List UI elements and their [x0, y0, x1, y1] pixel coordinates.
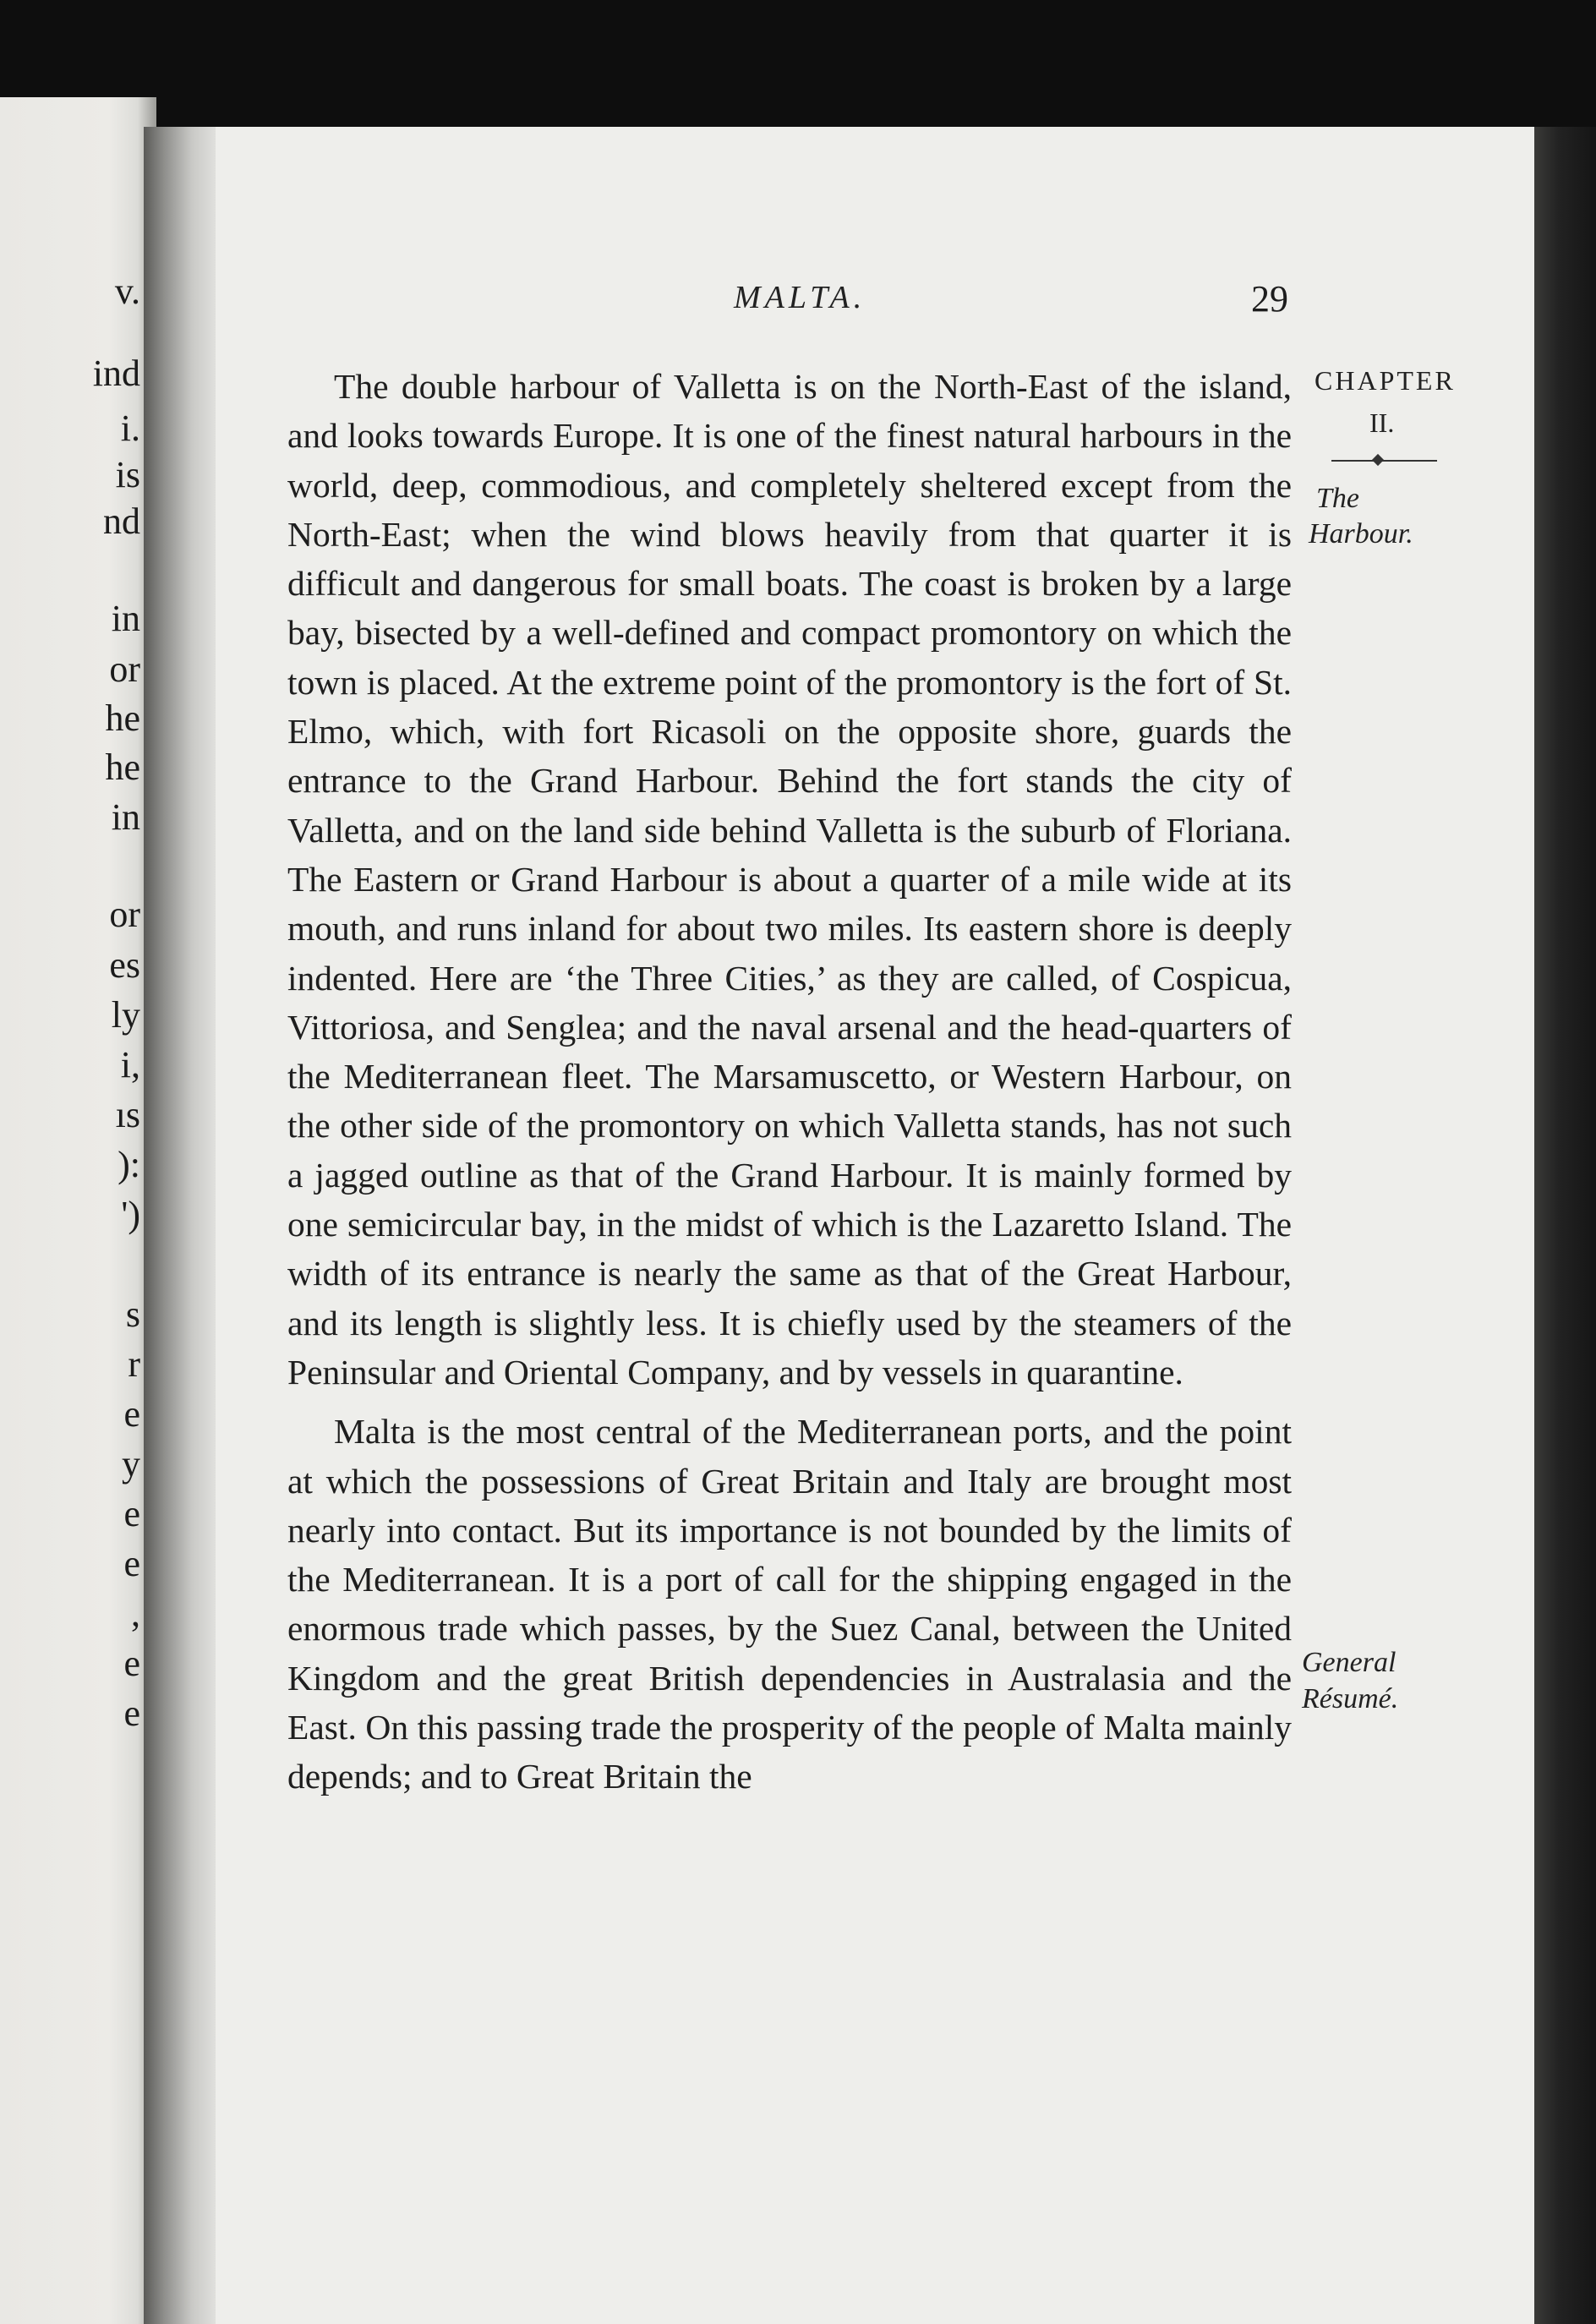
- margin-note-resume-line1: General: [1302, 1647, 1396, 1678]
- fragment-line: is: [115, 454, 140, 495]
- margin-note-harbour-line1: The: [1316, 483, 1359, 514]
- fragment-line: y: [122, 1443, 140, 1485]
- scanner-background: [0, 0, 1596, 127]
- fragment-line: or: [109, 648, 140, 690]
- fragment-line: in: [111, 598, 140, 639]
- margin-note-harbour-line2: Harbour.: [1309, 518, 1413, 550]
- facing-page-text-fragments: [0, 97, 152, 2324]
- fragment-line: ıs: [115, 1094, 140, 1135]
- body-text: [287, 362, 1292, 1802]
- fragment-line: v.: [114, 271, 140, 312]
- margin-chapter-label: CHAPTER: [1315, 365, 1456, 396]
- fragment-line: he: [105, 697, 140, 739]
- fragment-line: e: [123, 1393, 140, 1435]
- facing-page-left: [0, 97, 156, 2324]
- fragment-line: '): [121, 1194, 140, 1235]
- running-head: MALTA.: [734, 280, 866, 315]
- fragment-line: nd: [103, 500, 140, 542]
- fragment-line: e: [123, 1643, 140, 1684]
- fragment-line: ):: [118, 1144, 140, 1185]
- book-gutter-shadow: [144, 127, 224, 2324]
- fragment-line: in: [111, 796, 140, 838]
- fragment-line: e: [123, 1692, 140, 1734]
- fragment-line: ind: [92, 353, 140, 394]
- page-number: 29: [1251, 278, 1288, 320]
- paragraph-general-resume: Malta is the most central of the Mediterranean ports, and the point at which the possessions of Great Britain and Italy are brought most nearly into contact. But its importance is not bounded by the limits of the Mediterranean. It is a port of call for the shipping engaged in the enormous trade which passes, by the Suez Canal, between the United Kingdom and the great British dependencies in Australasia and the East. On this passing trade the prosperity of the people of Malta mainly depends; and to Great Britain the: [287, 1412, 1292, 1796]
- fragment-line: e: [123, 1543, 140, 1584]
- ornamental-rule: [1331, 460, 1437, 462]
- fragment-line: ,: [131, 1593, 140, 1634]
- fragment-line: i.: [120, 407, 140, 449]
- page-edge: [1534, 127, 1596, 2324]
- fragment-line: e: [123, 1493, 140, 1534]
- fragment-line: s: [125, 1293, 140, 1335]
- fragment-line: ly: [111, 994, 140, 1036]
- fragment-line: es: [109, 944, 140, 986]
- fragment-line: he: [105, 746, 140, 788]
- fragment-line: r: [128, 1343, 140, 1385]
- paragraph-harbour: The double harbour of Valletta is on the North-East of the island, and looks towards Europe. It is one of the finest natural harbours in the world, deep, commodious, and completely sheltered except from the North-East; when the wind blows heavily from that quarter it is difficult and dangerous for small boats. The coast is broken by a large bay, bisected by a well-defined and compact promontory on which the town is placed. At the extreme point of the promontory is the fort of St. Elmo, which, with fort Ricasoli on the opposite shore, guards the entrance to the Grand Harbour. Behind the fort stands the city of Valletta, and on the land side behind Valletta is the suburb of Floriana. The Eastern or Grand Harbour is about a quarter of a mile wide at its mouth, and runs inland for about two miles. Its eastern shore is deeply indented. Here are ‘the Three Cities,’ as they are called, of Cospicua, Vittoriosa, and Senglea; and the naval arsenal and the head-quarters of the Mediterranean fleet. The Marsamuscetto, or Western Harbour, on the other side of the promontory on which Valletta stands, has not such a jagged outline as that of the Grand Harbour. It is mainly formed by one semicircular bay, in the midst of which is the Lazaretto Island. The width of its entrance is nearly the same as that of the Great Harbour, and its length is slightly less. It is chiefly used by the steamers of the Peninsular and Oriental Company, and by vessels in quarantine.: [287, 367, 1292, 1392]
- margin-chapter-number: II.: [1369, 407, 1395, 438]
- fragment-line: i,: [120, 1044, 140, 1085]
- margin-note-resume-line2: Résumé.: [1302, 1683, 1399, 1714]
- fragment-line: or: [109, 894, 140, 935]
